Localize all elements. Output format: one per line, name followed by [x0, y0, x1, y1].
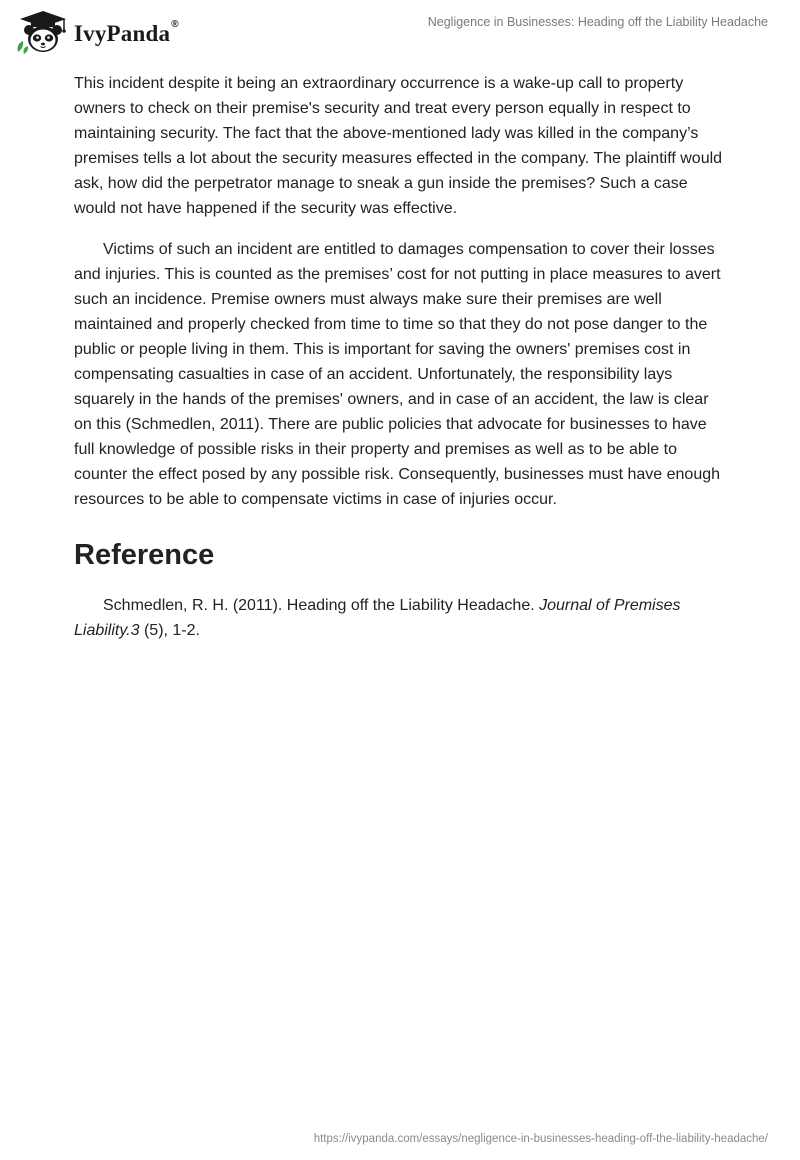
- reference-heading: Reference: [74, 539, 215, 571]
- ivypanda-logo[interactable]: [14, 8, 179, 56]
- body-paragraph-1: This incident despite it being an extraordinary occurrence is a wake-up call to property owners to check on their premise's security and treat every person equally in respect to maintaining security. The fact that the above-mentioned lady was killed in the company’s premises tells a lot about the security measures effected in the company. The plaintiff would ask, how did the perpetrator manage to sneak a gun inside the premises? Such a case would not have happened if the security was effective.: [74, 75, 723, 217]
- panda-graduate-icon: [14, 8, 72, 56]
- reference-details: (5), 1-2.: [139, 622, 200, 639]
- body-paragraph-2: Victims of such an incident are entitled to damages compensation to cover their losses and injuries. This is counted as the premises’ cost for not putting in place measures to avert such an incidence. Premise owners must always make sure their premises are well maintained and properly checked from time to time so that they do not pose danger to the public or people living in them. This is important for saving the owners' premises cost in compensating casualties in case of an accident. Unfortunately, the responsibility lays squarely in the hands of the premises' owners, and in case of an accident, the law is clear on this (Schmedlen, 2011). There are public policies that advocate for businesses to have full knowledge of possible risks in their property and premises as well as to be able to counter the effect posed by any possible risk. Consequently, businesses must have enough resources to be able to compensate victims in case of injuries occur.: [74, 241, 721, 508]
- reference-author: Schmedlen, R. H. (2011). Heading off the Liability Headache.: [103, 597, 540, 614]
- page-header: [0, 0, 800, 60]
- reference-entry: [74, 593, 730, 643]
- logo-wordmark: IvyPanda®: [74, 19, 179, 46]
- running-title: Negligence in Businesses: Heading off the Liability Headache: [427, 15, 768, 29]
- essay-content: [74, 71, 730, 643]
- source-url[interactable]: https://ivypanda.com/essays/negligence-in-businesses-heading-off-the-liability-headache/: [313, 1133, 768, 1145]
- reference-journal: Journal of Premises Liability.3: [74, 597, 681, 639]
- registered-mark: ®: [171, 19, 179, 30]
